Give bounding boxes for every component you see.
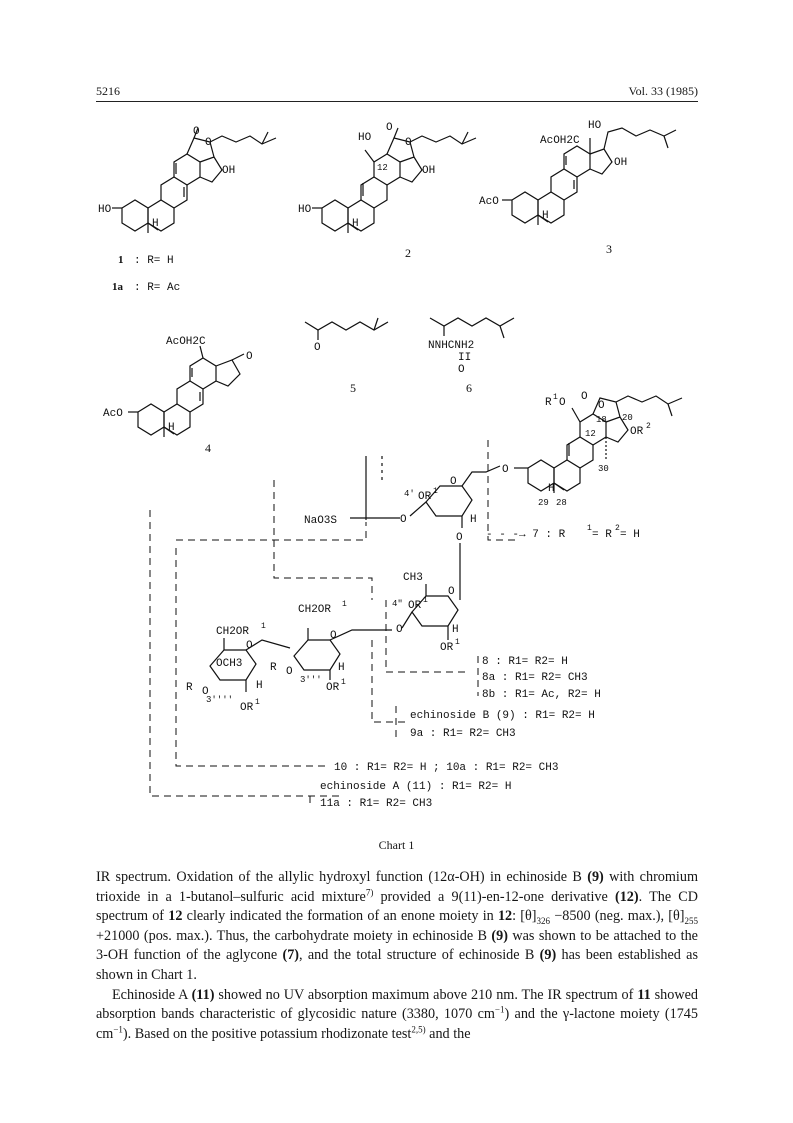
s4-aco: AcO <box>103 408 123 420</box>
p1-ref-12b: 12 <box>168 908 183 925</box>
mglc-h: H <box>256 680 263 692</box>
glc-r1o-r: R <box>270 662 277 674</box>
sulfate-naso3: NaO3S <box>304 515 338 527</box>
xyl-h: H <box>470 514 477 526</box>
s2-o-carbonyl: O <box>386 122 393 134</box>
s5-compound-number: 5 <box>350 381 356 395</box>
p2-sup-1: −1 <box>494 1004 505 1015</box>
glc-ch2or1: CH2OR <box>298 604 332 616</box>
qui-or1-b: OR <box>440 642 454 654</box>
s3-ho: HO <box>588 120 602 132</box>
p1-text-r: has been established as shown in Chart 1. <box>96 947 698 983</box>
s2-c12: 12 <box>377 163 388 173</box>
mglc-ch2or1: CH2OR <box>216 626 250 638</box>
p1-text-p: , and the total structure of echinoside B <box>299 947 540 964</box>
glycoside-aglycone <box>502 391 682 508</box>
def-10: 10 : R1= R2= H ; 10a : R1= R2= CH3 <box>334 762 559 774</box>
p2-text-h: and the <box>425 1025 471 1042</box>
s6-nnhcnh2: NNHCNH2 <box>428 340 475 352</box>
qui-or1: OR <box>408 600 422 612</box>
agly-o-carbonyl: O <box>581 391 588 403</box>
s2-compound-number: 2 <box>405 246 411 260</box>
xyl-o-bottom: O <box>456 532 463 544</box>
s2-h: H <box>352 218 359 230</box>
s1-h: H <box>152 218 159 230</box>
s1-o-carbonyl: O <box>193 126 200 138</box>
def-11: echinoside A (11) : R1= R2= H <box>320 781 512 793</box>
def-9: echinoside B (9) : R1= R2= H <box>410 710 595 722</box>
qui-h: H <box>452 624 459 636</box>
chart-caption: Chart 1 <box>378 838 415 852</box>
def-11a: 11a : R1= R2= CH3 <box>320 798 433 810</box>
agly-or2: OR <box>630 426 644 438</box>
mglc-or1: OR <box>240 702 254 714</box>
p2-sup-2: −1 <box>113 1024 123 1035</box>
agly-c18: 18 <box>596 415 607 425</box>
qui-ch3: CH3 <box>403 572 423 584</box>
mglc-or1-sup: 1 <box>255 698 260 707</box>
s2-ho: HO <box>298 204 312 216</box>
p2-citation-2-5: 2,5) <box>411 1024 426 1035</box>
s3-compound-number: 3 <box>606 242 612 256</box>
def-7-tail: = R <box>592 529 612 541</box>
s1-o-ring: O <box>205 137 212 149</box>
agly-r1o-sup: 1 <box>553 393 558 402</box>
glc-h: H <box>338 662 345 674</box>
agly-c29: 29 <box>538 498 549 508</box>
s3-h: H <box>542 210 549 222</box>
s3-aco: AcO <box>479 196 499 208</box>
def-7-sup2: 2 <box>615 524 620 533</box>
s1-oh: OH <box>222 165 236 177</box>
p1-ref-7: (7) <box>282 947 300 964</box>
def-8: 8 : R1= R2= H <box>482 656 568 668</box>
p1-citation-7: 7) <box>365 886 374 897</box>
structure-3 <box>479 120 676 256</box>
s3-acoh2c: AcOH2C <box>540 135 580 147</box>
p1-text-a: IR spectrum. Oxidation of the allylic hydroxyl function (12α-OH) in echinoside B <box>96 869 588 885</box>
s1a-r-def: : R= Ac <box>134 282 181 294</box>
p1-text-d: provided a 9(11)-en-12-one derivative <box>373 888 615 905</box>
def-7-sup1: 1 <box>587 524 592 533</box>
p1-ref-12: (12) <box>614 888 639 905</box>
agly-h: H <box>548 483 555 495</box>
s6-compound-number: 6 <box>466 381 472 395</box>
p2-text-f: ) and the γ-lactone moiety (1745 cm <box>96 1006 698 1042</box>
agly-c28: 28 <box>556 498 567 508</box>
s2-ho-top: HO <box>358 132 372 144</box>
qui-o: O <box>448 586 455 598</box>
p2-text-e: showed absorption bands characteristic of glycosidic nature (3380, 1070 cm <box>96 986 698 1023</box>
s1-ho: HO <box>98 204 112 216</box>
s5-o: O <box>314 342 321 354</box>
paragraph-1 <box>96 868 698 986</box>
s4-compound-number: 4 <box>205 441 211 455</box>
xyl-or1: OR <box>418 491 432 503</box>
p1-ref-9c: (9) <box>539 947 557 964</box>
def-8b: 8b : R1= Ac, R2= H <box>482 689 601 701</box>
p2-text-c: showed no UV absorption maximum above 210 nm. The IR spectrum of <box>214 986 638 1003</box>
glc-ch2or1-sup: 1 <box>342 600 347 609</box>
compound-definitions <box>320 524 640 810</box>
mglc-och3: OCH3 <box>216 658 243 670</box>
structure-6 <box>428 318 514 395</box>
p2-text-g: ). Based on the positive potassium rhodizonate test <box>122 1025 412 1042</box>
s4-o: O <box>246 351 253 363</box>
s1-r-def: : R= H <box>134 255 174 267</box>
p1-text-l: +21000 (pos. max.). Thus, the carbohydrate moiety in echinoside B <box>96 927 492 944</box>
s4-acoh2c: AcOH2C <box>166 336 206 348</box>
s2-o-ring: O <box>405 137 412 149</box>
agly-o-ring: O <box>598 400 605 412</box>
xyl-4: 4' <box>404 489 415 499</box>
qui-o-left: O <box>396 624 403 636</box>
glc-3: 3''' <box>300 675 322 685</box>
glycoside-quinovose <box>392 572 460 654</box>
xyl-o: O <box>450 476 457 488</box>
mglc-r1o-r: R <box>186 682 193 694</box>
qui-or1-b-sup: 1 <box>455 638 460 647</box>
structure-5 <box>305 318 388 395</box>
glc-or1: OR <box>326 682 340 694</box>
s1-compound-number: 1 <box>118 254 124 266</box>
agly-o-link: O <box>502 464 509 476</box>
body-text <box>96 868 698 1044</box>
p1-ref-9b: (9) <box>491 927 508 944</box>
mglc-r1o-o: O <box>202 686 209 698</box>
p1-sub-255: 255 <box>684 916 698 927</box>
mglc-o: O <box>246 640 253 652</box>
structure-2 <box>298 122 476 260</box>
p1-sub-326: 326 <box>536 916 551 927</box>
s6-o: O <box>458 364 465 376</box>
p1-text-j: : [θ] <box>512 908 537 925</box>
p2-ref-11b: 11 <box>637 986 651 1003</box>
def-9a: 9a : R1= R2= CH3 <box>410 728 516 740</box>
p2-text-a: Echinoside A <box>112 986 192 1003</box>
s6-double-bond: II <box>458 352 472 364</box>
p1-text-f: . The CD spectrum of <box>96 888 698 925</box>
glc-r1o-o: O <box>286 666 293 678</box>
agly-c20: 20 <box>622 413 633 423</box>
def-7: - - -→ 7 : R <box>486 529 566 541</box>
journal-volume: Vol. 33 (1985) <box>628 84 698 98</box>
agly-c12: 12 <box>585 429 596 439</box>
qui-or1-sup: 1 <box>423 596 428 605</box>
s3-oh: OH <box>614 157 628 169</box>
mglc-ch2or1-sup: 1 <box>261 622 266 631</box>
p2-ref-11: (11) <box>191 986 215 1003</box>
p1-ref-9: (9) <box>587 869 604 885</box>
agly-c30: 30 <box>598 464 609 474</box>
paragraph-2 <box>96 986 698 1045</box>
qui-4: 4" <box>392 599 403 609</box>
agly-r1o-r: R <box>545 397 552 409</box>
p1-ref-12c: 12 <box>497 908 513 925</box>
p1-text-n: was shown to be attached to the 3-OH function of the aglycone <box>96 927 698 964</box>
structure-4 <box>103 336 253 455</box>
structure-1 <box>98 126 276 294</box>
s1a-compound-number: 1a <box>112 281 123 293</box>
s4-h: H <box>168 422 175 434</box>
page-number: 5216 <box>96 84 120 98</box>
xyl-or1-sup: 1 <box>433 487 438 496</box>
agly-r1o-o: O <box>559 397 566 409</box>
s2-oh: OH <box>422 165 436 177</box>
mglc-3: 3'''' <box>206 695 234 705</box>
agly-or2-sup: 2 <box>646 422 651 431</box>
glc-o: O <box>330 630 337 642</box>
p1-text-k: −8500 (neg. max.), [θ] <box>550 908 685 925</box>
xyl-o-link: O <box>400 514 407 526</box>
glc-or1-sup: 1 <box>341 678 346 687</box>
p1-text-h: clearly indicated the formation of an enone moiety in <box>182 908 498 925</box>
def-8a: 8a : R1= R2= CH3 <box>482 672 588 684</box>
def-7-end: = H <box>620 529 640 541</box>
cleavage-lines <box>150 440 520 808</box>
p1-text-c: with chromium trioxide in a 1-butanol–sulfuric acid mixture <box>96 869 698 905</box>
